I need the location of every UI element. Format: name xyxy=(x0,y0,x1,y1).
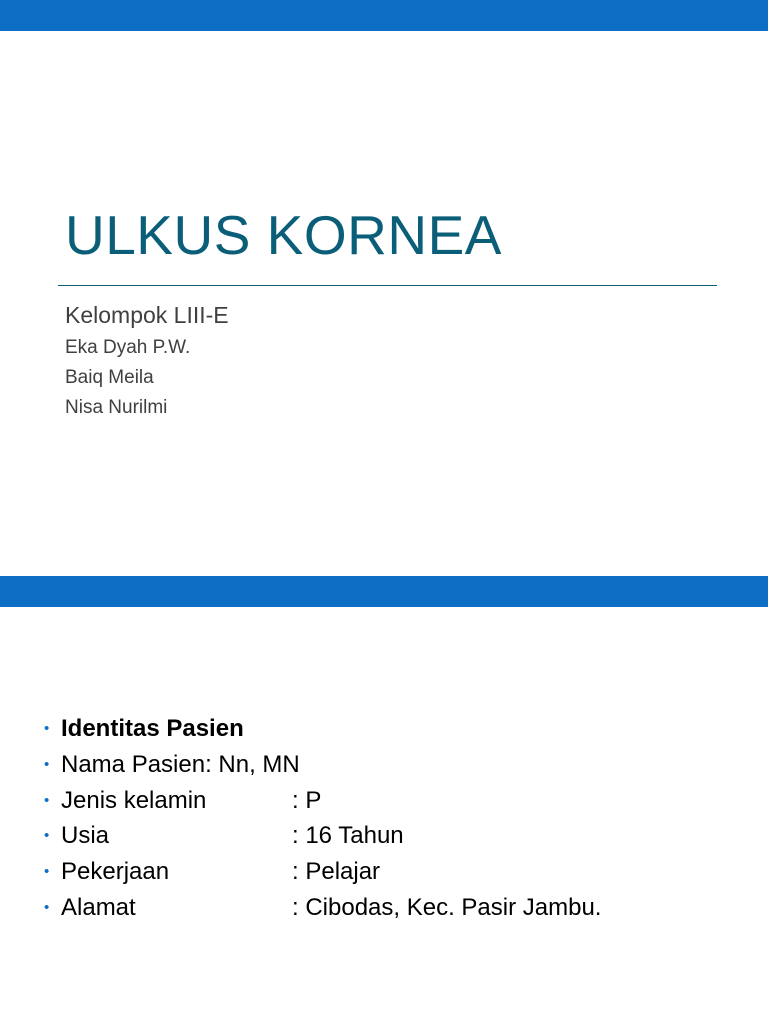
bullet-icon: • xyxy=(44,898,50,916)
item-value: : Pelajar xyxy=(292,858,381,886)
item-value: : P xyxy=(292,786,322,814)
item-value: : 16 Tahun xyxy=(292,822,404,850)
slide-subtitle: Kelompok LIII-E xyxy=(65,302,229,328)
member-name: Baiq Meila xyxy=(65,367,154,388)
item-value: : Cibodas, Kec. Pasir Jambu. xyxy=(292,893,602,921)
bullet-icon: • xyxy=(44,791,50,809)
bullet-icon: • xyxy=(44,863,50,881)
item-label: Usia xyxy=(61,822,110,850)
bullet-icon: • xyxy=(44,720,50,737)
title-underline xyxy=(58,285,717,286)
section-heading: Identitas Pasien xyxy=(61,715,244,742)
member-name: Nisa Nurilmi xyxy=(65,397,168,418)
bullet-icon: • xyxy=(44,755,50,773)
bullet-icon: • xyxy=(44,827,50,845)
slide-top-bar xyxy=(0,576,768,607)
member-name: Eka Dyah P.W. xyxy=(65,337,191,358)
slide-title: ULKUS KORNEA xyxy=(65,204,502,266)
member-list xyxy=(65,337,190,427)
item-label: Nama Pasien: Nn, MN xyxy=(61,750,300,778)
item-label: Alamat xyxy=(61,893,136,921)
item-label: Pekerjaan xyxy=(61,858,170,886)
item-label: Jenis kelamin xyxy=(61,786,207,814)
slide-top-bar xyxy=(0,0,768,31)
